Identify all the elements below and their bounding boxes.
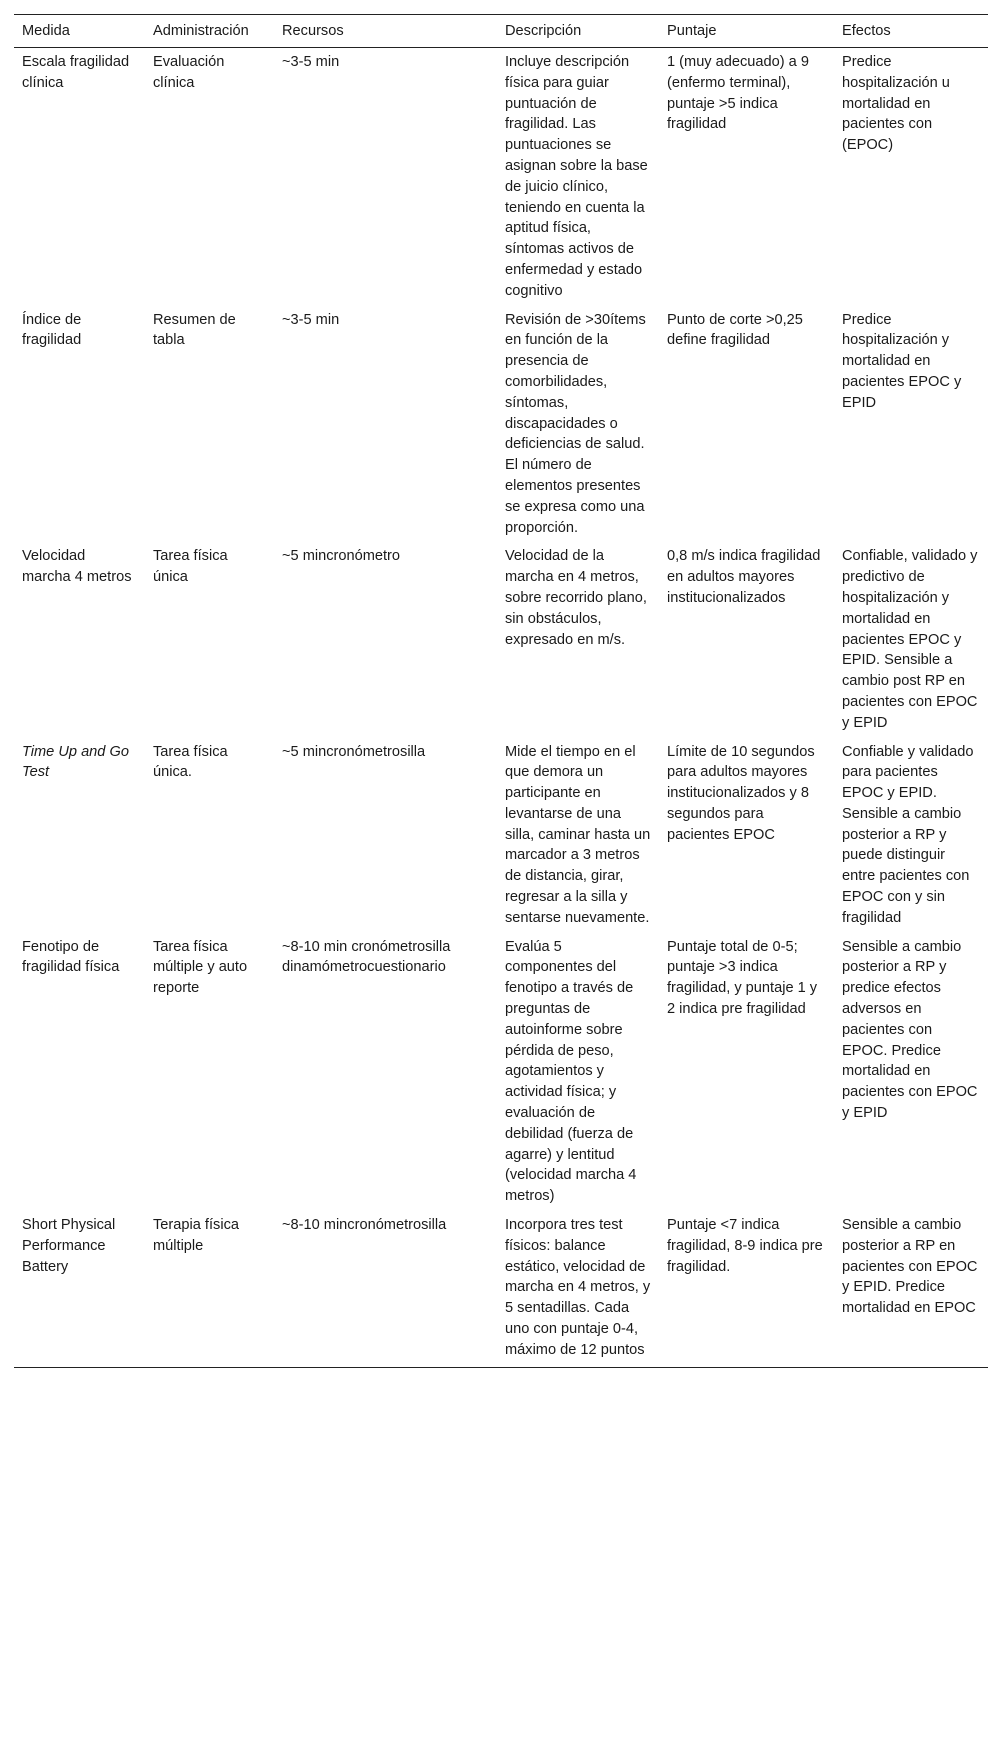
table-row bbox=[14, 48, 988, 308]
cell-recursos: ~8-10 mincronómetrosilla bbox=[282, 1217, 447, 1234]
cell-puntaje: Puntaje <7 indica fragilidad, 8-9 indica pre fragilidad. bbox=[667, 1217, 823, 1275]
cell-descripcion: Mide el tiempo en el que demora un participante en levantarse de una silla, caminar hasta un marcador a 3 metros de distancia, girar, regresar a la silla y sentarse nuevamente. bbox=[505, 743, 651, 926]
cell-efectos: Sensible a cambio posterior a RP en pacientes con EPOC y EPID. Predice mortalidad en EPOC bbox=[842, 1217, 978, 1317]
cell-recursos: ~3-5 min bbox=[282, 54, 340, 70]
cell-efectos: Confiable, validado y predictivo de hospitalización y mortalidad en pacientes EPOC y EPID. Sensible a cambio post RP en pacientes con EPOC y EPID bbox=[842, 548, 978, 731]
cell-recursos: ~3-5 min bbox=[282, 311, 340, 328]
cell-efectos: Confiable y validado para pacientes EPOC y EPID. Sensible a cambio posterior a RP y puede distinguir entre pacientes con EPOC con y sin fragilidad bbox=[842, 743, 974, 926]
cell-puntaje: 0,8 m/s indica fragilidad en adultos mayores institucionalizados bbox=[667, 548, 821, 606]
cell-medida: Short Physical Performance Battery bbox=[22, 1217, 116, 1275]
cell-descripcion: Evalúa 5 componentes del fenotipo a través de preguntas de autoinforme sobre pérdida de peso, agotamientos y actividad física; y evaluación de debilidad (fuerza de agarre) y lentitud (velocidad marcha 4 metros) bbox=[505, 938, 637, 1205]
cell-efectos: Predice hospitalización y mortalidad en pacientes EPOC y EPID bbox=[842, 311, 962, 411]
table-row bbox=[14, 1213, 988, 1367]
cell-recursos: ~5 mincronómetro bbox=[282, 548, 401, 565]
cell-administracion: Tarea física única bbox=[153, 548, 228, 586]
cell-administracion: Terapia física múltiple bbox=[153, 1217, 239, 1254]
cell-descripcion: Velocidad de la marcha en 4 metros, sobre recorrido plano, sin obstáculos, expresado en m/s. bbox=[505, 548, 647, 648]
cell-medida: Time Up and Go Test bbox=[22, 743, 129, 781]
header-row bbox=[14, 15, 988, 48]
header-efectos: Efectos bbox=[842, 22, 891, 39]
cell-descripcion: Incorpora tres test físicos: balance estático, velocidad de marcha en 4 metros, y 5 sentadillas. Cada uno con puntaje 0-4, máximo de 12 puntos bbox=[505, 1217, 651, 1358]
table-row bbox=[14, 740, 988, 935]
cell-efectos: Sensible a cambio posterior a RP y predice efectos adversos en pacientes con EPOC. Predice mortalidad en pacientes con EPOC y EPID bbox=[842, 938, 978, 1122]
cell-medida: Velocidad marcha 4 metros bbox=[22, 548, 132, 586]
table-row bbox=[14, 544, 988, 739]
header-puntaje: Puntaje bbox=[667, 22, 717, 39]
table-header bbox=[14, 15, 988, 48]
cell-descripcion: Revisión de >30ítems en función de la presencia de comorbilidades, síntomas, discapacidades o deficiencias de salud. El número de elementos presentes se expresa como una proporción. bbox=[505, 311, 646, 536]
cell-recursos: ~5 mincronómetrosilla bbox=[282, 743, 426, 760]
cell-medida: Índice de fragilidad bbox=[22, 311, 82, 349]
table-row bbox=[14, 935, 988, 1213]
cell-administracion: Tarea física única. bbox=[153, 743, 228, 781]
cell-medida: Escala fragilidad clínica bbox=[22, 54, 130, 91]
cell-administracion: Tarea física múltiple y auto reporte bbox=[153, 938, 248, 997]
cell-puntaje: 1 (muy adecuado) a 9 (enfermo terminal), puntaje >5 indica fragilidad bbox=[667, 54, 809, 133]
cell-medida: Fenotipo de fragilidad física bbox=[22, 938, 120, 976]
cell-efectos: Predice hospitalización u mortalidad en pacientes con (EPOC) bbox=[842, 54, 950, 154]
table-row bbox=[14, 308, 988, 545]
frailty-measures-table bbox=[14, 14, 988, 1368]
header-administracion: Administración bbox=[153, 22, 249, 39]
header-recursos: Recursos bbox=[282, 22, 344, 39]
cell-administracion: Resumen de tabla bbox=[153, 311, 236, 349]
table-container bbox=[14, 14, 988, 1368]
cell-puntaje: Límite de 10 segundos para adultos mayores institucionalizados y 8 segundos para pacientes EPOC bbox=[667, 743, 815, 843]
cell-descripcion: Incluye descripción física para guiar puntuación de fragilidad. Las puntuaciones se asignan sobre la base de juicio clínico, teniendo en cuenta la aptitud física, síntomas activos de enfermedad y estado cognitivo bbox=[505, 54, 648, 299]
cell-puntaje: Puntaje total de 0-5; puntaje >3 indica fragilidad, y puntaje 1 y 2 indica pre fragilidad bbox=[667, 938, 818, 1018]
cell-recursos: ~8-10 min cronómetrosilla dinamómetrocuestionario bbox=[282, 938, 451, 976]
table-body bbox=[14, 48, 988, 1368]
cell-puntaje: Punto de corte >0,25 define fragilidad bbox=[667, 311, 803, 349]
cell-administracion: Evaluación clínica bbox=[153, 54, 225, 91]
header-descripcion: Descripción bbox=[505, 22, 582, 39]
header-medida: Medida bbox=[22, 22, 70, 39]
